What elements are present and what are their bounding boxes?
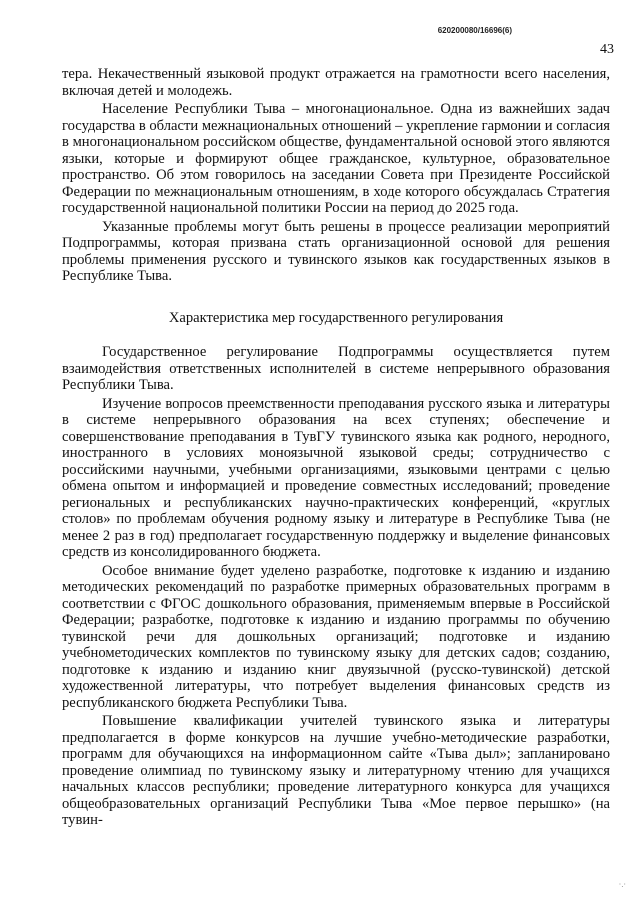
paragraph-special-attention: Особое внимание будет уделено разработке, подготовке к изданию и изданию методических рекомендаций по разработке примерных образовательных программ в соответствии с ФГОС дошкольного образования, применяемым впервые в Российской Федерации; разработке, подготовке к изданию и изданию программы по обучению тувинской речи для дошкольных организаций; подготовке и изданию учебнометодических комплектов по тувинскому языку для детских садов; созданию, подготовке к изданию и изданию книг двуязычной (русско-тувинской) детской художественной литературы, что потребует выделения финансовых средств из республиканского бюджета Республики Тыва.: [62, 562, 610, 711]
paragraph-regulation: Государственное регулирование Подпрограммы осуществляется путем взаимодействия ответственных исполнителей в системе непрерывного образования Республики Тыва.: [62, 344, 610, 393]
document-id: 620200080/16696(6): [437, 26, 512, 35]
page-number: 43: [600, 42, 614, 57]
section-title: Характеристика мер государственного регулирования: [168, 309, 504, 326]
paragraph-continuity: Изучение вопросов преемственности преподавания русского языка и литературы в системе непрерывного образования на всех ступенях; обеспечение и совершенствование преподавания в ТувГУ тувинского языка как родного, неродного, иностранного в условиях моноязычной языковой среды; сотрудничество с российскими научными, учебными организациями, языковыми центрами с целью обмена опытом и информацией и проведение совместных исследований; проведение региональных и республиканских научно-практических конференций, «круглых столов» по проблемам обучения родному языку и литературе в Республике Тыва (не менее 2 раз в год) предполагает государственную поддержку и выделение финансовых средств из консолидированного бюджета.: [62, 395, 610, 560]
paragraph-qualification: Повышение квалификации учителей тувинского языка и литературы предполагается в форме конкурсов на лучшие учебно-методические разработки, программ для обучающихся на информационном сайте «Тыва дыл»; запланировано проведение олимпиад по тувинскому языку и литературному чтению для учащихся начальных классов республики; проведение литературного конкурса для учащихся общеобразовательных организаций Республики Тыва «Мое первое перышко» (на тувин-: [62, 713, 610, 828]
paragraph-problems: Указанные проблемы могут быть решены в процессе реализации мероприятий Подпрограммы, которая призвана стать организационной основой для решения проблемы применения русского и тувинского языков как государственных языков в Республике Тыва.: [62, 218, 610, 284]
corner-mark: ·.·: [618, 880, 626, 889]
paragraph-continuation: тера. Некачественный языковой продукт отражается на грамотности всего населения, включая детей и молодежь.: [62, 66, 610, 99]
document-body: [62, 66, 610, 829]
paragraph-multinational: Население Республики Тыва – многонациональное. Одна из важнейших задач государства в области межнациональных отношений – укрепление гармонии и согласия в многонациональном российском обществе, фундаментальной основой этого являются языки, которые и формируют общее гражданское, культурное, образовательное пространство. Об этом говорилось на заседании Совета при Президенте Российской Федерации по межнациональным отношениям, в ходе которого обсуждалась Стратегия государственной национальной политики России на период до 2025 года.: [62, 101, 610, 216]
